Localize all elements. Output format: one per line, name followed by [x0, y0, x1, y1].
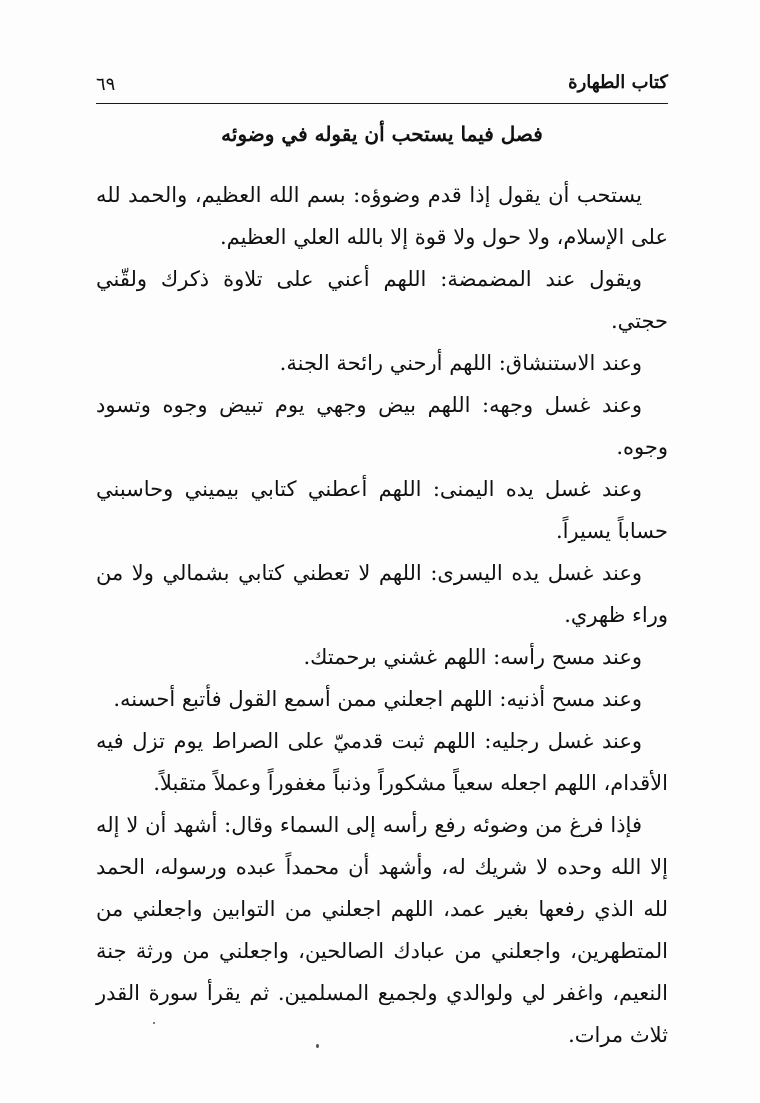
paragraph-after-wudu: فإذا فرغ من وضوئه رفع رأسه إلى السماء وقال: أشهد أن لا إله إلا الله وحده لا شريك له، وأشهد أن محمداً عبده ورسوله، الحمد لله الذي رفعها بغير عمد، اللهم اجعلني من التوابين واجعلني من المتطهرين، واجعلني من عبادك الصالحين، واجعلني من ورثة جنة النعيم، واغفر لي ولوالدي ولجميع المسلمين. ثم يقرأ سورة القدر ثلاث مرات. — [96, 813, 668, 1047]
paragraph-left-hand: وعند غسل يده اليسرى: اللهم لا تعطني كتابي بشمالي ولا من وراء ظهري. — [96, 561, 668, 627]
page-number: ٦٩ — [96, 74, 116, 95]
paragraph-madmada: ويقول عند المضمضة: اللهم أعني على تلاوة ذكرك ولقّني حجتي. — [96, 267, 668, 333]
running-title: كتاب الطهارة — [568, 72, 668, 93]
paragraph-right-hand: وعند غسل يده اليمنى: اللهم أعطني كتابي بيميني وحاسبني حساباً يسيراً. — [96, 477, 668, 543]
paragraph-face: وعند غسل وجهه: اللهم بيض وجهي يوم تبيض وجوه وتسود وجوه. — [96, 393, 668, 459]
paragraph-basmala: يستحب أن يقول إذا قدم وضوؤه: بسم الله العظيم، والحمد لله على الإسلام، ولا حول ولا قوة إلا بالله العلي العظيم. — [96, 183, 668, 249]
scan-speck — [316, 1044, 319, 1048]
page-header — [96, 72, 668, 100]
body-text — [96, 174, 668, 1056]
header-rule — [96, 103, 668, 104]
paragraph-head: وعند مسح رأسه: اللهم غشني برحمتك. — [303, 645, 642, 669]
scan-speck — [153, 1022, 155, 1024]
section-title: فصل فيما يستحب أن يقوله في وضوئه — [221, 122, 543, 146]
paragraph-feet: وعند غسل رجليه: اللهم ثبت قدميّ على الصراط يوم تزل فيه الأقدام، اللهم اجعله سعياً مشكوراً وذنباً مغفوراً وعملاً متقبلاً. — [96, 729, 668, 795]
paragraph-istinshaq: وعند الاستنشاق: اللهم أرحني رائحة الجنة. — [279, 351, 642, 375]
paragraph-ears: وعند مسح أذنيه: اللهم اجعلني ممن أسمع القول فأتبع أحسنه. — [113, 687, 642, 711]
